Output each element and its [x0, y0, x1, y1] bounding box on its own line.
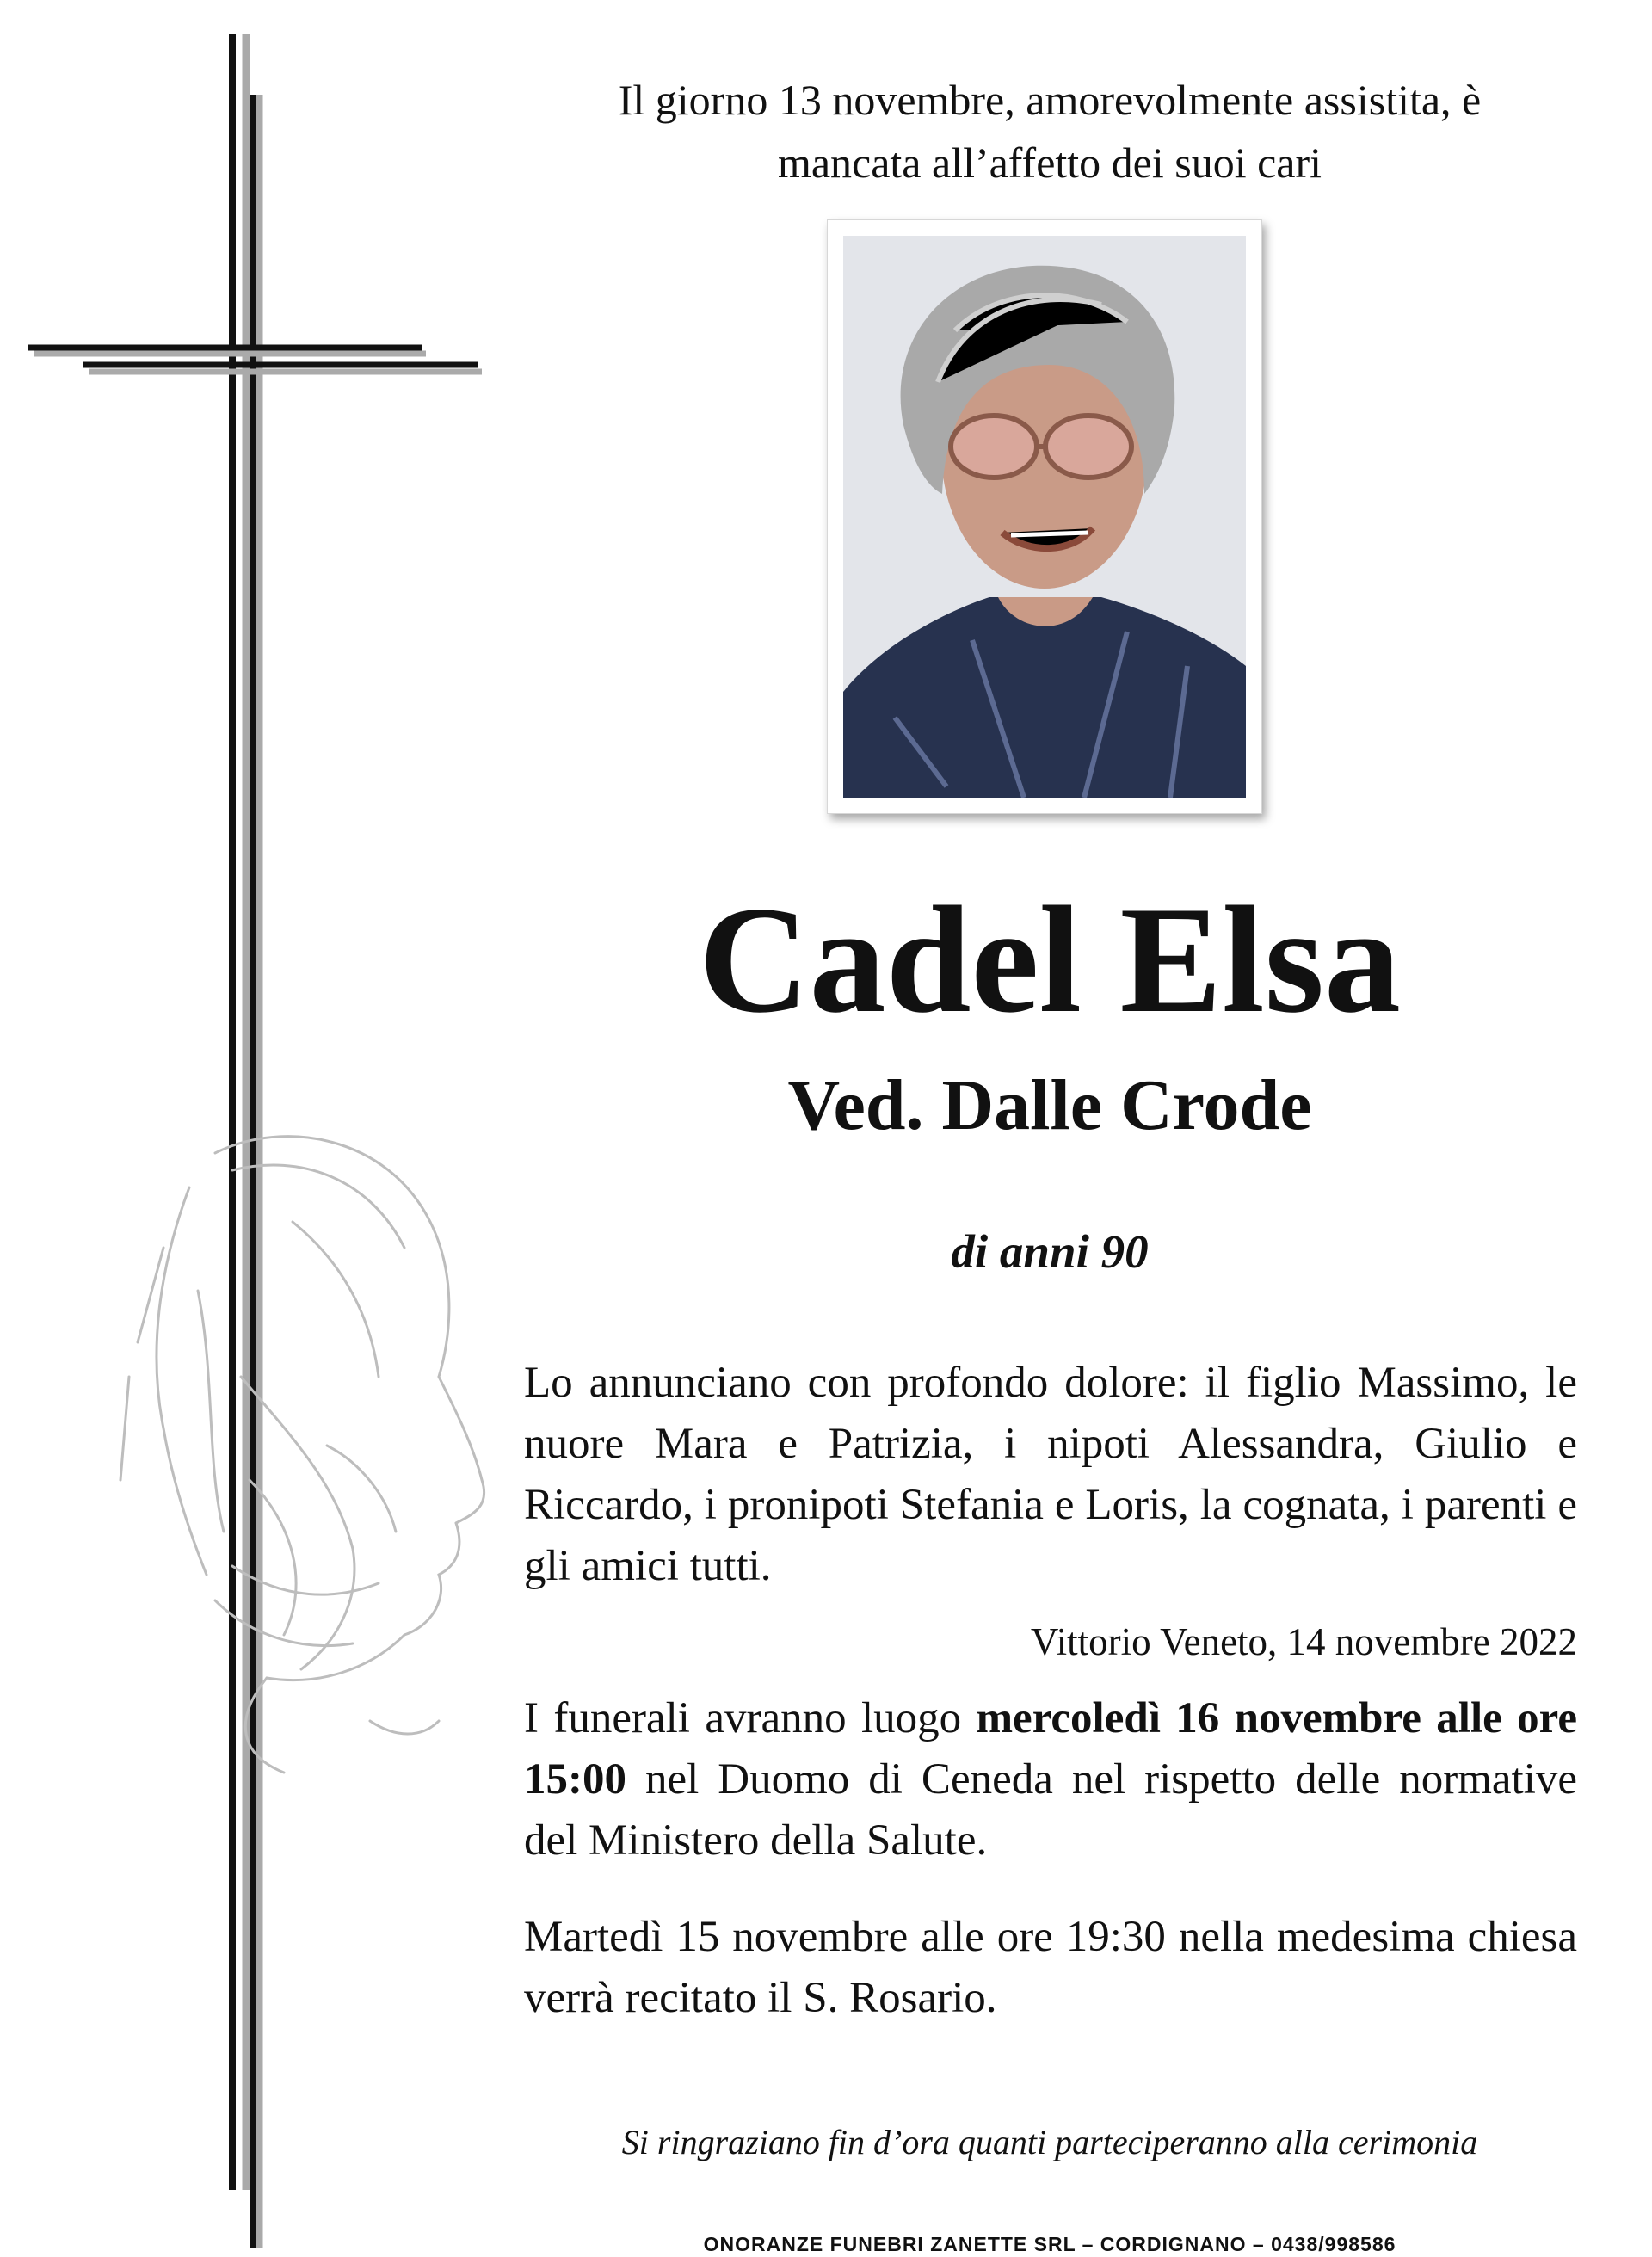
intro-line-2: mancata all’affetto dei suoi cari [777, 139, 1322, 187]
funeral-date-time: mercoledì 16 novembre alle ore 15:00 [524, 1694, 1577, 1804]
portrait-frame [827, 219, 1262, 814]
funeral-text-after: nel Duomo di Ceneda nel rispetto delle normative del Ministero della Salute. [524, 1755, 1577, 1865]
widow-of: Ved. Dalle Crode [787, 1065, 1312, 1145]
portrait-photo [843, 236, 1246, 798]
funeral-home-footer: ONORANZE FUNEBRI ZANETTE SRL – CORDIGNANO – 0438/998586 [703, 2233, 1396, 2255]
age: di anni 90 [951, 1225, 1149, 1278]
christ-sketch-icon [112, 1119, 499, 1790]
thanks-note: Si ringraziano fin d’ora quanti parteciperanno alla cerimonia [621, 2123, 1478, 2161]
deceased-name: Cadel Elsa [699, 874, 1401, 1045]
intro-line-1: Il giorno 13 novembre, amorevolmente assistita, è [618, 76, 1482, 124]
place-date: Vittorio Veneto, 14 novembre 2022 [1030, 1620, 1577, 1663]
funeral-text-before: I funerali avranno luogo [524, 1694, 977, 1742]
rosary-paragraph: Martedì 15 novembre alle ore 19:30 nella medesima chiesa verrà recitato il S. Rosario. [524, 1913, 1577, 2022]
funeral-paragraph [524, 1688, 1577, 1872]
intro-text [516, 69, 1583, 194]
announcement-paragraph: Lo annunciano con profondo dolore: il figlio Massimo, le nuore Mara e Patrizia, i nipoti Alessandra, Giulio e Riccardo, i pronipoti Stefania e Loris, la cognata, i parenti e gli amici tutti. [524, 1359, 1577, 1590]
